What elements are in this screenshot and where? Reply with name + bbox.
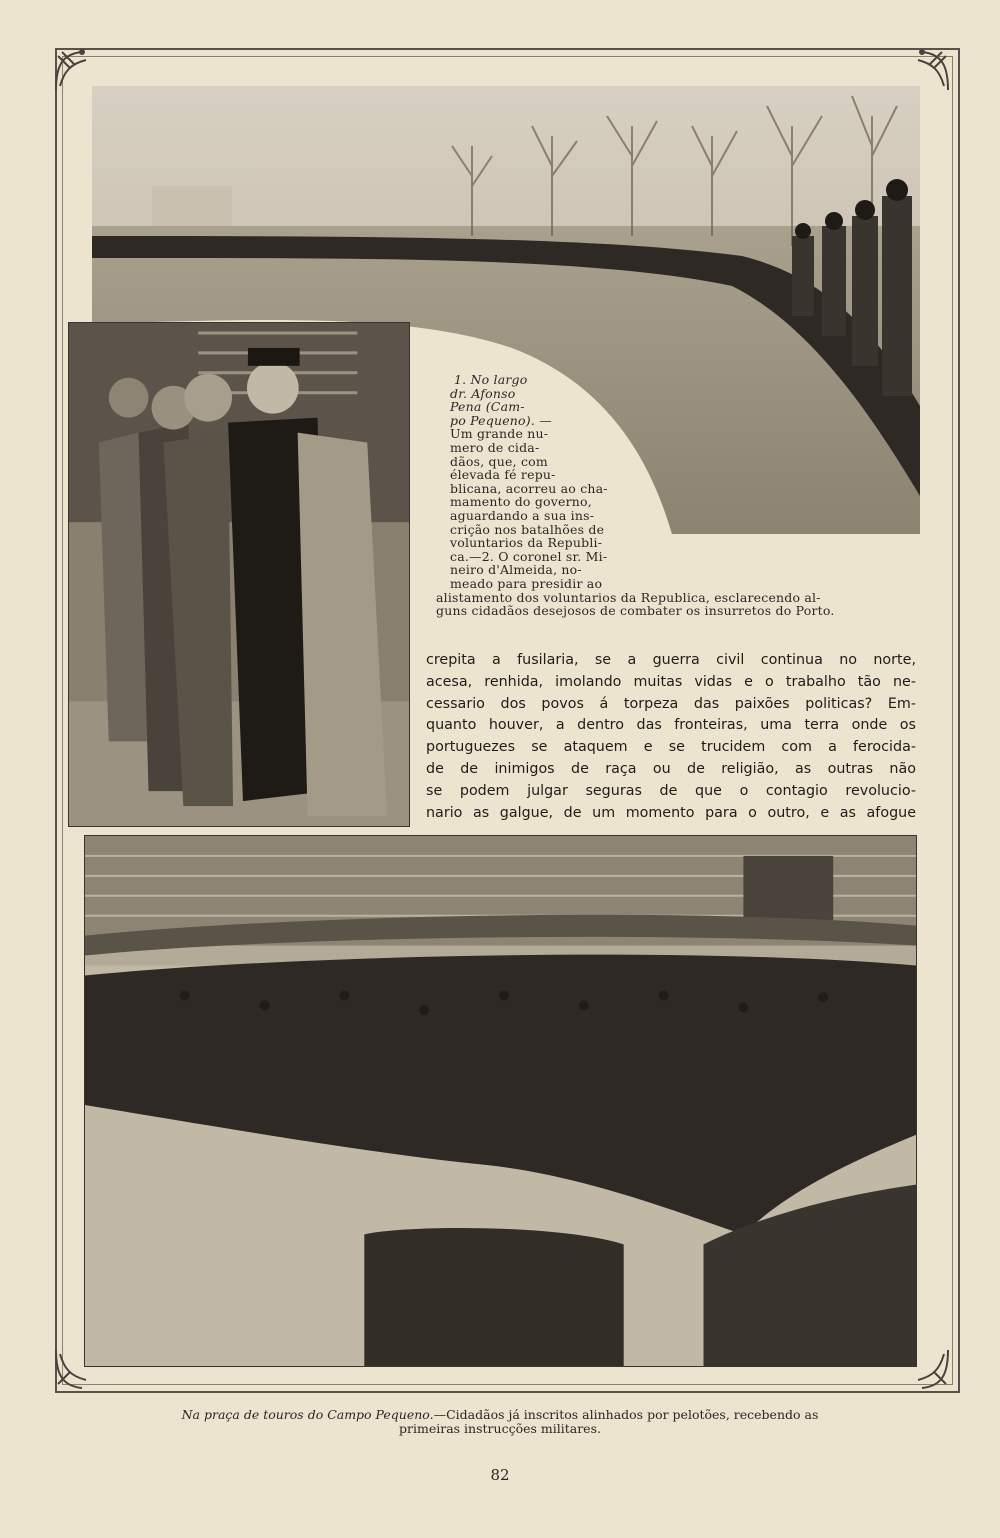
article-body-text [426, 650, 916, 824]
photo-caption-1-2 [418, 373, 918, 618]
caption-line: aguardando a sua ins- [450, 507, 595, 523]
body-line: acesa, renhida, imolando muitas vidas e o trabalho tão ne- [426, 673, 916, 690]
caption-line: Um grande nu- [450, 426, 549, 442]
body-line: portuguezes se ataquem e se trucidem com a ferocida- [426, 739, 916, 756]
caption-line: dãos, que, com [450, 453, 548, 469]
body-line: crepita a fusilaria, se a guerra civil continua no norte, [426, 652, 916, 668]
photo-caption-3 [90, 1408, 910, 1436]
caption-line: mero de cida- [450, 439, 540, 455]
body-line: cessario dos povos á torpeza das paixões politicas? Em- [426, 695, 916, 712]
caption-line: neiro d'Almeida, no- [450, 562, 582, 578]
caption-line: 1. No largo [454, 372, 528, 387]
photo-bullring-campo-pequeno [84, 835, 917, 1367]
caption-bottom-line-2: primeiras instrucções militares. [399, 1421, 601, 1436]
caption-bottom-italic: Na praça de touros do Campo Pequeno. [181, 1407, 434, 1422]
caption-line: guns cidadãos desejosos de combater os insurretos do Porto. [436, 603, 835, 619]
body-line: de de inimigos de raça ou de religião, as outras não [426, 760, 916, 777]
caption-line: meado para presidir ao [450, 575, 603, 591]
caption-line: dr. Afonso [450, 385, 516, 401]
caption-line: ca.—2. O coronel sr. Mi- [450, 548, 608, 564]
page-number: 82 [490, 1466, 510, 1484]
caption-bottom-line-1 [90, 1408, 910, 1422]
caption-line: crição nos batalhões de [450, 521, 605, 537]
caption-bottom-text: —Cidadãos já inscritos alinhados por pelotões, recebendo as [433, 1407, 819, 1422]
body-line: nario as galgue, de um momento para o outro, e as afogue [426, 804, 916, 821]
caption-line: alistamento dos voluntarios da Republica, esclarecendo al- [436, 589, 821, 605]
caption-line: mamento do governo, [450, 494, 592, 510]
caption-line: po Pequeno). — [450, 412, 552, 428]
caption-line: blicana, acorreu ao cha- [450, 480, 608, 496]
body-line: se podem julgar seguras de que o contagio revolucio- [426, 782, 916, 799]
photo-colonel-mineiro [68, 322, 410, 827]
body-line: quanto houver, a dentro das fronteiras, uma terra onde os [426, 717, 916, 734]
caption-line: voluntarios da Republi- [450, 535, 603, 551]
caption-line: Pena (Cam- [450, 399, 525, 415]
caption-line: élevada fé repu- [450, 467, 556, 483]
